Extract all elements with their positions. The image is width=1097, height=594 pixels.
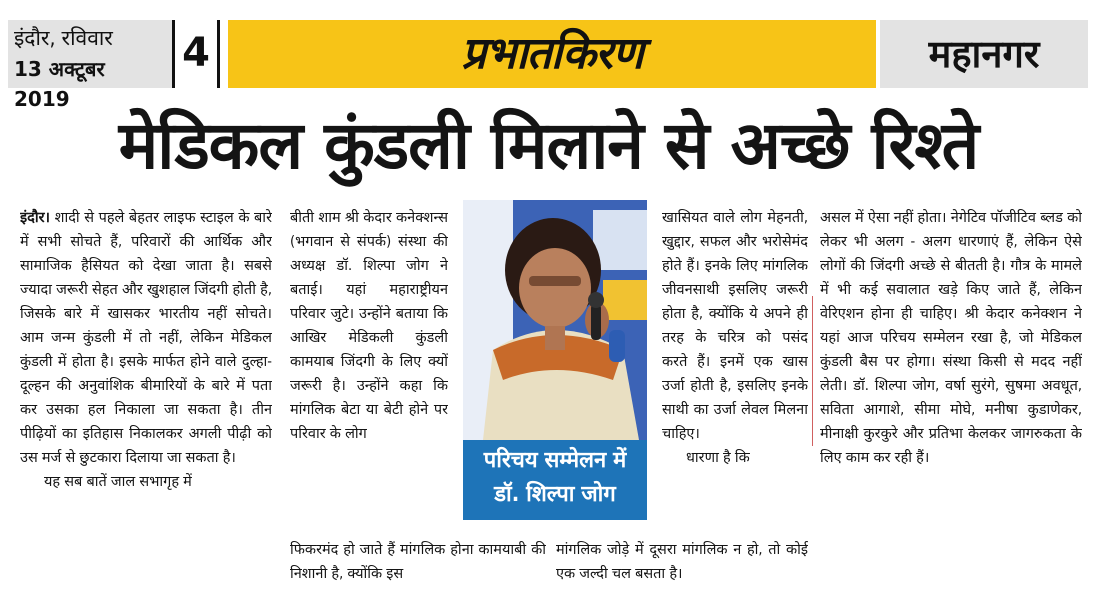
- column-4-text: असल में ऐसा नहीं होता। नेगेटिव पॉजीटिव ब्लड को लेकर भी अलग - अलग धारणाएं हैं, लेकिन ऐसे लोगों की जिंदगी अच्छे से बीतती है। गौत्र के मामले में भी कई सवालात खड़े किए जाते हैं, लेकिन वेरिएशन होना ही चाहिए। श्री केदार कनेक्शन ने यहां आज परिचय सम्मेलन रखा है, जो मेडिकल कुंडली बैस पर होगा। संस्था किसी से मदद नहीं लेती। डॉ. शिल्पा जोग, वर्षा सुरंगे, सुषमा अवधूत, सविता आगाशे, सीमा मोघे, मनीषा कुडाणेकर, मीनाक्षी कुरकुरे और प्रतिभा केलकर जागरुकता के लिए काम कर रही हैं।: [820, 210, 1082, 466]
- column-1-paragraph-1: शादी से पहले बेहतर लाइफ स्टाइल के बारे में सभी सोचते हैं, परिवारों की आर्थिक और सामाजिक हैसियत को देखा जाता है। सबसे ज्यादा जरूरी सेहत और खुशहाल जिंदगी होती है, जिसके बारे में खासकर भारतीय नहीं सोचते। आम जन्म कुंडली में तो नहीं, लेकिन मेडिकल कुंडली में होता है। इसके मार्फत होने वाले दुल्हा-दूल्हन की अनुवांशिक बीमारियों के बारे में पता कर उसका हल निकाला जा सकता है। तीन पीढ़ियों का इतिहास निकालकर अगली पीढ़ी को उस मर्ज से छुटकारा दिलाया जा सकता है।: [20, 210, 272, 466]
- column-divider: [812, 296, 813, 446]
- edition-city-day: इंदौर, रविवार: [14, 26, 113, 50]
- article-column-1: [20, 206, 272, 588]
- article-column-4: [820, 206, 1082, 588]
- caption-line-1: परिचय सम्मेलन में: [483, 448, 627, 473]
- photo-caption: [463, 440, 647, 520]
- column-3-paragraph-2: धारणा है कि: [686, 450, 750, 466]
- column-3-bottom-text: मांगलिक जोड़े में दूसरा मांगलिक न हो, तो कोई एक जल्दी चल बसता है।: [556, 542, 808, 582]
- speaker-photo: [463, 200, 647, 440]
- column-2-text: बीती शाम श्री केदार कनेक्शन्स (भगवान से संपर्क) संस्था की अध्यक्ष डॉ. शिल्पा जोग ने बताई। यहां महाराष्ट्रीयन परिवार जुटे। उन्होंने बताया कि आखिर मेडिकली कुंडली कामयाब जिंदगी के लिए क्यों जरूरी है। उन्होंने कहा कि मांगलिक बेटा या बेटी होने पर परिवार के लोग: [290, 210, 448, 442]
- article-column-2: [290, 206, 448, 536]
- article-headline: मेडिकल कुंडली मिलाने से अच्छे रिश्ते: [118, 107, 979, 184]
- column-2-bottom-text: फिकरमंद हो जाते हैं मांगलिक होना कामयाबी की निशानी है, क्योंकि इस: [290, 542, 546, 582]
- edition-date: 13 अक्टूबर 2019: [14, 57, 105, 111]
- column-3-paragraph-1: खासियत वाले लोग मेहनती, खुद्दार, सफल और भरोसेमंद होते हैं। इनके लिए मांगलिक जीवनसाथी इसलिए जरूरी होता है, क्योंकि ये अपने ही तरह के चरित्र को पसंद करते हैं। इनमें एक खास उर्जा होती है, इसलिए इनके साथी का उर्जा लेवल मिलना चाहिए।: [662, 210, 808, 442]
- speaker-photo-illustration: [463, 200, 647, 440]
- section-name: महानगर: [880, 20, 1088, 88]
- article-column-3: [662, 206, 808, 536]
- caption-line-2: डॉ. शिल्पा जोग: [494, 482, 616, 507]
- article-column-3-bottom: [556, 538, 808, 590]
- dateline: इंदौर।: [20, 210, 51, 226]
- masthead: [228, 20, 876, 88]
- column-1-paragraph-2: यह सब बातें जाल सभागृह में: [44, 474, 192, 490]
- page-number: 4: [172, 20, 220, 88]
- brand-logo-text: प्रभातकिरण: [461, 28, 643, 79]
- edition-date-box: [8, 20, 172, 111]
- article-column-2-bottom: [290, 538, 546, 590]
